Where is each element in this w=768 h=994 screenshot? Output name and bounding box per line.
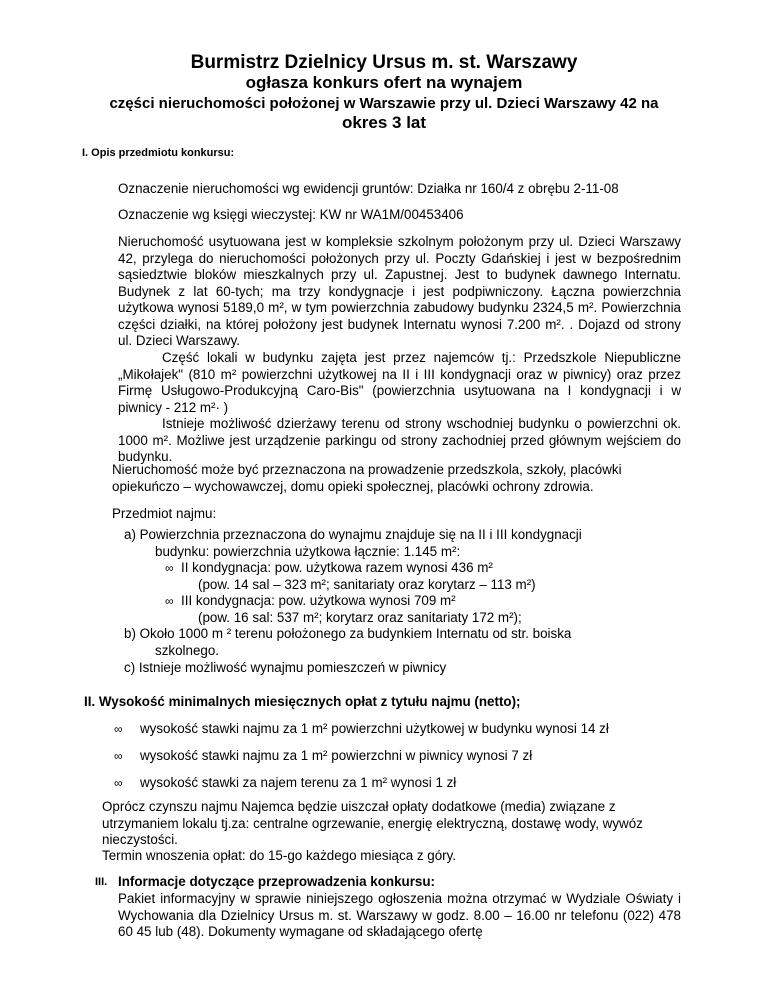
section2-heading: II. Wysokość minimalnych miesięcznych opłat z tytułu najmu (netto); bbox=[84, 694, 521, 709]
payment-deadline: Termin wnoszenia opłat: do 15-go każdego miesiąca z góry. bbox=[102, 848, 457, 863]
floor2-detail: (pow. 14 sal – 323 m²; sanitariaty oraz korytarz – 113 m²) bbox=[198, 577, 536, 592]
section3-heading: Informacje dotyczące przeprowadzenia konkursu: bbox=[118, 874, 435, 889]
rate-building: wysokość stawki najmu za 1 m² powierzchni użytkowej w budynku wynosi 14 zł bbox=[140, 721, 609, 736]
title-issuer: Burmistrz Dzielnicy Ursus m. st. Warszawy bbox=[190, 52, 578, 73]
item-a-line1: a) Powierzchnia przeznaczona do wynajmu znajduje się na II i III kondygnacji bbox=[124, 527, 582, 542]
item-a-line2: budynku: powierzchnia użytkowa łącznie: 1.145 m²: bbox=[155, 544, 461, 559]
lease-land-description: Istnieje możliwość dzierżawy terenu od strony wschodniej budynku o powierzchni ok. 1000 m². Możliwe jest urządzenie parkingu od strony zachodniej przed głównym wejściem do budynku. bbox=[118, 416, 681, 464]
title-announcement: ogłasza konkurs ofert na wynajem bbox=[245, 73, 523, 92]
parcel-designation: Oznaczenie nieruchomości wg ewidencji gruntów: Działka nr 160/4 z obrębu 2-11-08 bbox=[118, 181, 619, 196]
property-purpose: Nieruchomość może być przeznaczona na prowadzenie przedszkola, szkoły, placówki opiekuńczo – wychowawczej, domu opieki społecznej, placówki ochrony zdrowia. bbox=[112, 462, 622, 494]
item-c: c) Istnieje możliwość wynajmu pomieszczeń w piwnicy bbox=[124, 660, 447, 675]
title-period: okres 3 lat bbox=[341, 113, 427, 132]
floor2-area: II kondygnacja: pow. użytkowa razem wynosi 436 m² bbox=[181, 560, 493, 575]
bullet-icon: ∞ bbox=[165, 594, 174, 608]
title-subject: części nieruchomości położonej w Warszawie przy ul. Dzieci Warszawy 42 na bbox=[109, 95, 659, 112]
bullet-icon: ∞ bbox=[114, 722, 123, 736]
bullet-icon: ∞ bbox=[114, 776, 123, 790]
section3-numeral: III. bbox=[95, 876, 108, 888]
rate-land: wysokość stawki za najem terenu za 1 m² wynosi 1 zł bbox=[140, 775, 457, 790]
floor3-detail: (pow. 16 sal: 537 m²; korytarz oraz sanitariaty 172 m²); bbox=[198, 610, 522, 625]
info-package: Pakiet informacyjny w sprawie niniejszego ogłoszenia można otrzymać w Wydziale Oświaty i Wychowania dla Dzielnicy Ursus m. st. Warszawy w godz. 8.00 – 16.00 nr telefonu (022) 478 60 45 lub (48). Dokumenty wymagane od składającego ofertę bbox=[118, 891, 681, 939]
rate-basement: wysokość stawki najmu za 1 m² powierzchni w piwnicy wynosi 7 zł bbox=[140, 748, 533, 763]
section1-heading: I. Opis przedmiotu konkursu: bbox=[82, 147, 235, 159]
additional-fees: Oprócz czynszu najmu Najemca będzie uiszczał opłaty dodatkowe (media) związane z utrzymaniem lokalu tj.za: centralne ogrzewanie, energię elektryczną, dostawę wody, wywóz nieczystości. bbox=[102, 799, 643, 847]
bullet-icon: ∞ bbox=[114, 749, 123, 763]
lease-subject-label: Przedmiot najmu: bbox=[112, 506, 217, 521]
property-description: Nieruchomość usytuowana jest w kompleksie szkolnym położonym przy ul. Dzieci Warszawy 42, przylega do nieruchomości położonych przy ul. Poczty Gdańskiej i jest w bezpośrednim sąsiedztwie bloków mieszkalnych przy ul. Zapustnej. Jest to budynek dawnego Internatu. Budynek z lat 60-tych; ma trzy kondygnacje i jest podpiwniczony. Łączna powierzchnia użytkowa wynosi 5189,0 m², w tym powierzchnia zabudowy budynku 2324,5 m². Powierzchnia części działki, na której położony jest budynek Internatu wynosi 7.200 m². . Dojazd od strony ul. Dzieci Warszawy. bbox=[118, 234, 681, 348]
item-b-line2: szkolnego. bbox=[155, 643, 220, 658]
item-b-line1: b) Około 1000 m ² terenu położonego za budynkiem Internatu od str. boiska bbox=[124, 626, 572, 641]
bullet-icon: ∞ bbox=[165, 561, 174, 575]
tenants-description: Część lokali w budynku zajęta jest przez najemców tj.: Przedszkole Niepubliczne „Mikołajek" (810 m² powierzchni użytkowej na II i III kondygnacji oraz w piwnicy) oraz przez Firmę Usługowo-Produkcyjną Caro-Bis" (powierzchnia usytuowana na I kondygnacji i w piwnicy - 212 m²· ) bbox=[118, 350, 681, 415]
floor3-area: III kondygnacja: pow. użytkowa wynosi 709 m² bbox=[181, 593, 456, 608]
land-register: Oznaczenie wg księgi wieczystej: KW nr WA1M/00453406 bbox=[118, 207, 464, 222]
